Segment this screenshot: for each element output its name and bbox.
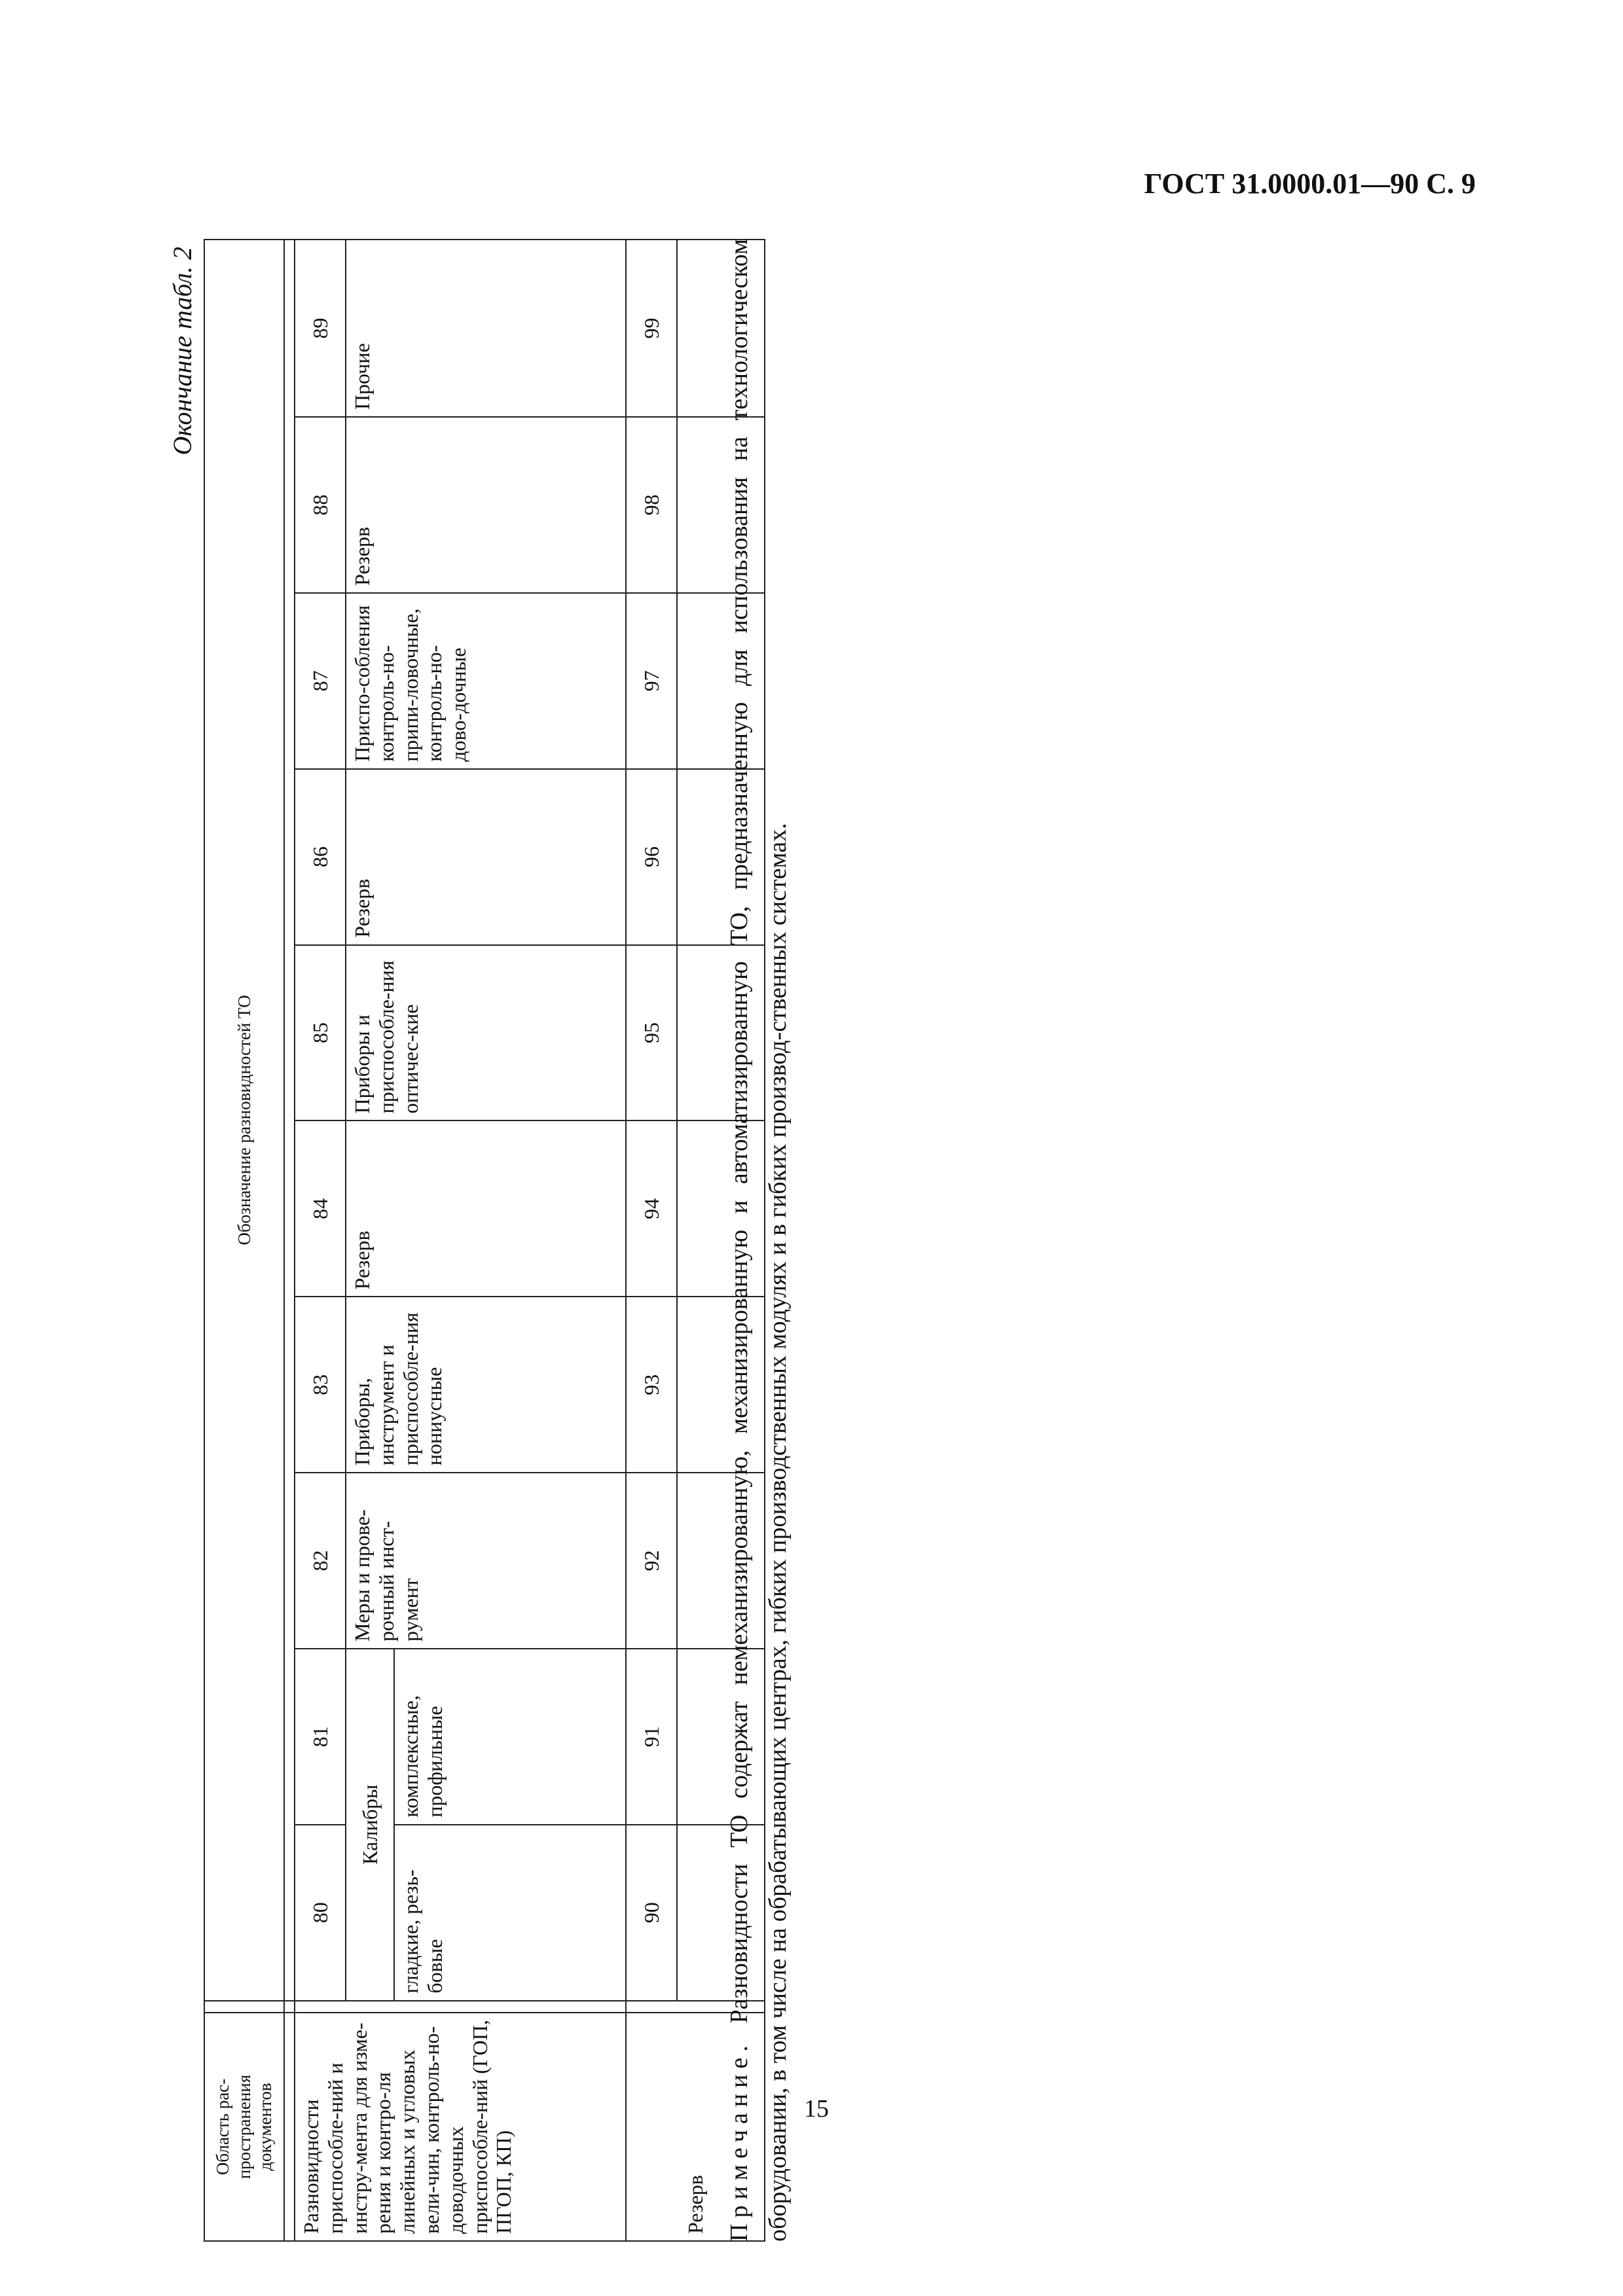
- cell-82: Меры и прове-рочный инст-румент: [346, 1473, 626, 1649]
- classification-table: [204, 239, 765, 2242]
- codes-top-row: [295, 240, 346, 2241]
- document-header: ГОСТ 31.0000.01—90 С. 9: [1144, 168, 1476, 200]
- codes-bottom-row: [626, 240, 677, 2241]
- area-header: Область рас- пространения документов: [204, 2013, 284, 2241]
- rotated-table-block: [167, 239, 920, 2242]
- code-cell: 95: [626, 945, 677, 1121]
- page-number: 15: [804, 2095, 829, 2123]
- code-cell: 90: [626, 1825, 677, 2001]
- cell-80: гладкие, резь-бовые: [394, 1825, 626, 2001]
- code-cell: 96: [626, 769, 677, 945]
- spacer-cell: [295, 2001, 626, 2013]
- table-note: [720, 239, 797, 2242]
- cell-85: Приборы и приспособле-ния оптичес-кие: [346, 945, 626, 1121]
- note-lead: Примечание.: [725, 2039, 753, 2242]
- code-cell: 98: [626, 417, 677, 593]
- code-cell: 80: [295, 1825, 346, 2001]
- code-cell: 85: [295, 945, 346, 1121]
- code-cell: 93: [626, 1297, 677, 1473]
- code-cell: 81: [295, 1649, 346, 1825]
- code-cell: 87: [295, 593, 346, 769]
- header-row: [204, 240, 284, 2241]
- code-cell: 97: [626, 593, 677, 769]
- designation-header: Обозначение разновидностей ТО: [204, 240, 284, 2001]
- cell-83: Приборы, инструмент и приспособле-ния нониусные: [346, 1297, 626, 1473]
- code-cell: 94: [626, 1121, 677, 1297]
- code-cell: 91: [626, 1649, 677, 1825]
- spacer-cell: [204, 2001, 284, 2013]
- row1-label: Разновидности приспособле-ний и инстру-мента для изме-рения и контро-ля линейных и угловых вели-чин, контроль-но-доводочных приспособле-ний (ГОП, ПГОП, КП): [295, 2013, 626, 2241]
- table-caption: Окончание табл. 2: [168, 247, 197, 456]
- cell-81: комплексные, профильные: [394, 1649, 626, 1825]
- code-cell: 82: [295, 1473, 346, 1649]
- code-cell: 88: [295, 417, 346, 593]
- code-cell: 92: [626, 1473, 677, 1649]
- spacer-row: [284, 240, 295, 2241]
- code-cell: 99: [626, 240, 677, 417]
- note-text: Разновидности ТО содержат немеханизированную, механизированную и автоматизированную ТО, предназначенную для использования на технологическом оборудовании, в том числе на обрабатывающих центрах, гибких производственных модулях и в гибких производ-ственных системах.: [725, 239, 792, 2242]
- code-cell: 84: [295, 1121, 346, 1297]
- cell-87: Приспо-собления контроль-но-припи-ловочные, контроль-но-дово-дочные: [346, 593, 626, 769]
- code-cell: 83: [295, 1297, 346, 1473]
- code-cell: 86: [295, 769, 346, 945]
- code-cell: 89: [295, 240, 346, 417]
- row2-label: Резерв: [626, 2013, 765, 2241]
- cell-88: Резерв: [346, 417, 626, 593]
- kalibry-row: [346, 240, 394, 2241]
- cell-89: Прочие: [346, 240, 626, 417]
- cell-84: Резерв: [346, 1121, 626, 1297]
- cell-86: Резерв: [346, 769, 626, 945]
- kalibry-header: Калибры: [346, 1649, 394, 2001]
